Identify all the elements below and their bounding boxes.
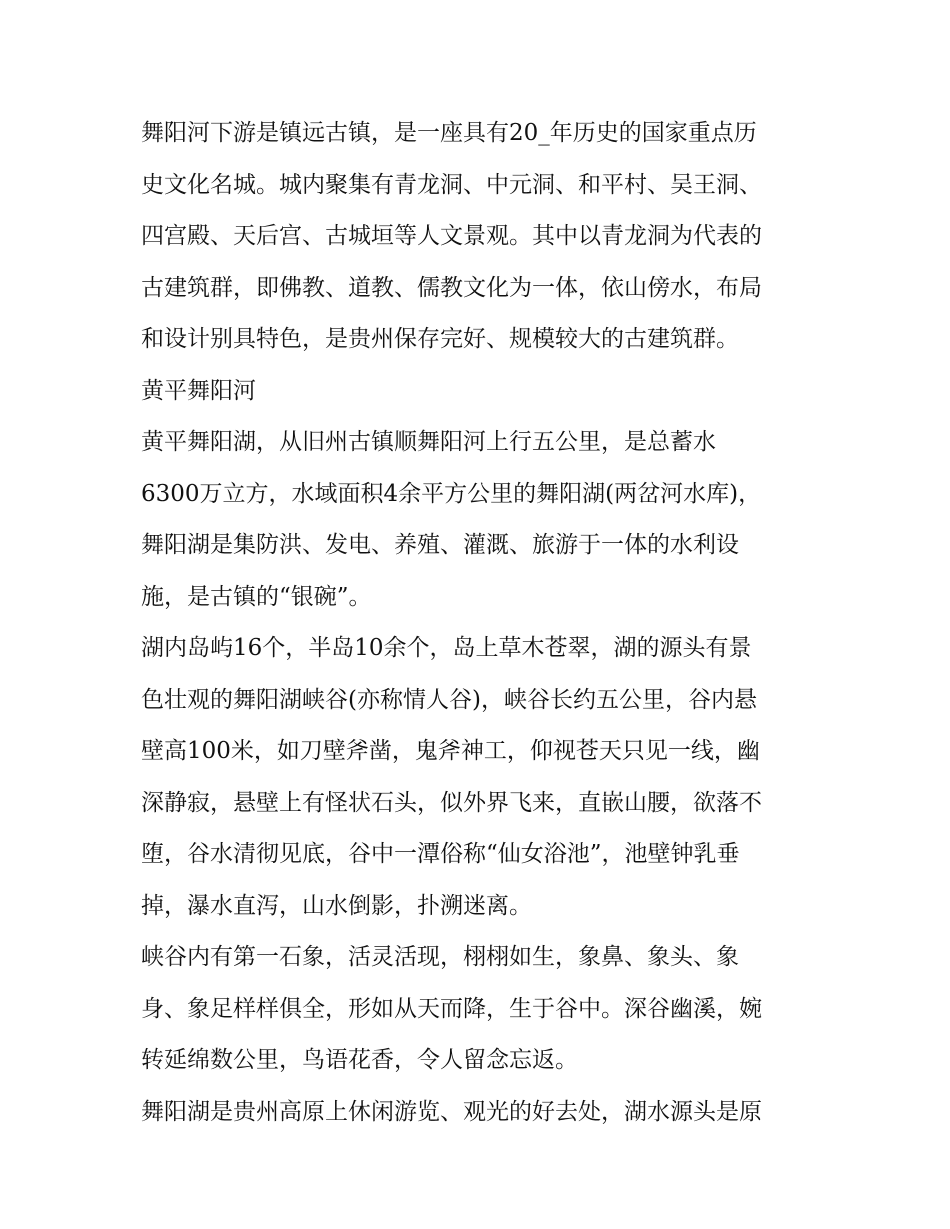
section-heading	[141, 366, 821, 418]
text-line: 湖内岛屿16个，半岛10余个，岛上草木苍翠，湖的源头有景	[141, 635, 752, 661]
text-line: 施，是古镇的“银碗”。	[141, 583, 372, 610]
text-line: 舞阳河下游是镇远古镇，是一座具有20_年历史的国家重点历	[141, 120, 757, 146]
text-line: 深静寂，悬壁上有怪状石头，似外界飞来，直嵌山腰，欲落不	[141, 789, 762, 816]
text-line: 色壮观的舞阳湖峡谷(亦称情人谷)，峡谷长约五公里，谷内悬	[141, 686, 757, 713]
text-line: 和设计别具特色，是贵州保存完好、规模较大的古建筑群。	[141, 326, 739, 352]
text-line: 掉，瀑水直泻，山水倒影，扑溯迷离。	[141, 892, 532, 919]
text-line: 舞阳湖是贵州高原上休闲游览、观光的好去处，湖水源头是原	[141, 1098, 762, 1125]
text-line: 四宫殿、天后宫、古城垣等人文景观。其中以青龙洞为代表的	[141, 223, 762, 249]
paragraph-wuyang-lake	[141, 417, 821, 623]
text-line: 古建筑群，即佛教、道教、儒教文化为一体，依山傍水，布局	[141, 274, 762, 301]
paragraph-stone-elephant	[141, 932, 821, 1087]
paragraph-zhenyuan-intro	[141, 108, 821, 366]
text-line: 堕，谷水清彻见底，谷中一潭俗称“仙女浴池”，池壁钟乳垂	[141, 841, 740, 867]
text-line: 身、象足样样俱全，形如从天而降，生于谷中。深谷幽溪，婉	[141, 995, 762, 1022]
text-line: 史文化名城。城内聚集有青龙洞、中元洞、和平村、吴王洞、	[141, 171, 762, 198]
text-line: 黄平舞阳河	[141, 377, 256, 404]
text-line: 舞阳湖是集防洪、发电、养殖、灌溉、旅游于一体的水利设	[141, 532, 739, 558]
text-line: 黄平舞阳湖，从旧州古镇顺舞阳河上行五公里，是总蓄水	[141, 429, 716, 455]
document-body	[141, 108, 821, 1138]
paragraph-leisure	[141, 1087, 821, 1139]
text-line: 6300万立方，水域面积4余平方公里的舞阳湖(两岔河水库)，	[141, 480, 762, 507]
text-line: 壁高100米，如刀壁斧凿，鬼斧神工，仰视苍天只见一线，幽	[141, 738, 760, 764]
paragraph-islands-canyon	[141, 623, 821, 932]
text-line: 转延绵数公里，鸟语花香，令人留念忘返。	[141, 1047, 578, 1073]
text-line: 峡谷内有第一石象，活灵活现，栩栩如生，象鼻、象头、象	[141, 944, 739, 970]
